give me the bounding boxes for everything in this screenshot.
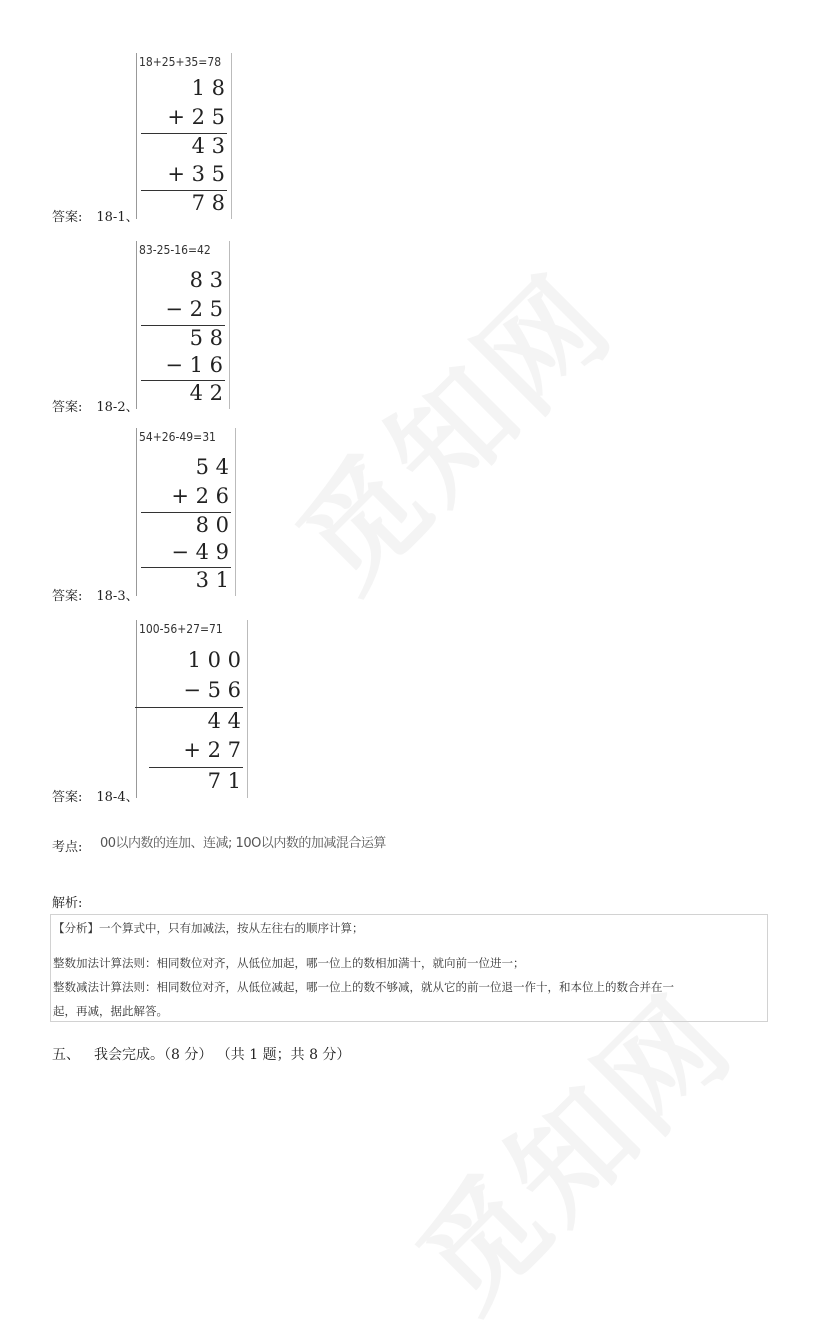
analysis-line: 整数减法计算法则：相同数位对齐，从低位减起，哪一位上的数不够减，就从它的前一位退一作十，和本位上的数合并在一 [53,980,674,994]
vertical-calculation [136,53,232,219]
answer-label-text: 答案: [52,210,83,225]
analysis-line: 整数加法计算法则：相同数位对齐，从低位加起，哪一位上的数相加满十，就向前一位进一； [53,956,525,970]
calc-row: + 2 6 [171,484,229,508]
calc-row: − 1 6 [165,353,223,377]
answer-label-text: 答案: [52,589,83,604]
answer-number: 18-3、 [96,589,139,604]
answer-label [52,396,139,415]
calc-row: + 2 7 [183,738,241,762]
calculation-equation: 100-56+27=71 [139,622,223,636]
kaodian-label: 考点: [52,840,83,855]
answer-number: 18-2、 [96,400,139,415]
analysis-line: 起，再减，据此解答。 [53,1004,168,1018]
answer-label-text: 答案: [52,400,83,415]
calc-row: 8 0 [195,513,229,537]
calc-row: 7 1 [207,769,241,793]
calc-row: 3 1 [195,568,229,592]
calc-row: − 4 9 [171,540,229,564]
section-heading [52,1044,350,1064]
vertical-calculation [136,620,248,798]
calc-row: 5 4 [195,455,229,479]
jiexi-label: 解析: [52,896,83,911]
answer-label [52,206,139,225]
calc-row: 1 0 0 [187,648,241,672]
calc-row: 8 3 [189,268,223,292]
section-number: 五、 [52,1047,80,1063]
section-title: 我会完成。（8 分） （共 1 题；共 8 分） [94,1047,351,1063]
kaodian-text: 00以内数的连加、连减; 10O以内数的加减混合运算 [100,836,386,851]
analysis-line: 【分析】一个算式中，只有加减法，按从左往右的顺序计算； [53,921,364,935]
vertical-calculation [136,241,230,409]
vertical-calculation [136,428,236,596]
calc-row: 1 8 [191,76,225,100]
calc-row: 4 2 [189,381,223,405]
answer-number: 18-4、 [96,790,139,805]
calc-row: 4 4 [207,709,241,733]
calc-row: − 2 5 [165,297,223,321]
calc-row: − 5 6 [183,678,241,702]
watermark [255,232,644,621]
calc-row: 4 3 [191,134,225,158]
calculation-equation: 54+26-49=31 [139,430,216,444]
analysis-box [50,914,768,1022]
calculation-equation: 18+25+35=78 [139,55,222,69]
answer-label [52,786,139,805]
calc-row: + 3 5 [167,162,225,186]
calc-row: 7 8 [191,191,225,215]
calc-row: 5 8 [189,326,223,350]
calc-row: + 2 5 [167,105,225,129]
calculation-equation: 83-25-16=42 [139,243,211,257]
answer-label-text: 答案: [52,790,83,805]
answer-label [52,585,139,604]
answer-number: 18-1、 [96,210,139,225]
